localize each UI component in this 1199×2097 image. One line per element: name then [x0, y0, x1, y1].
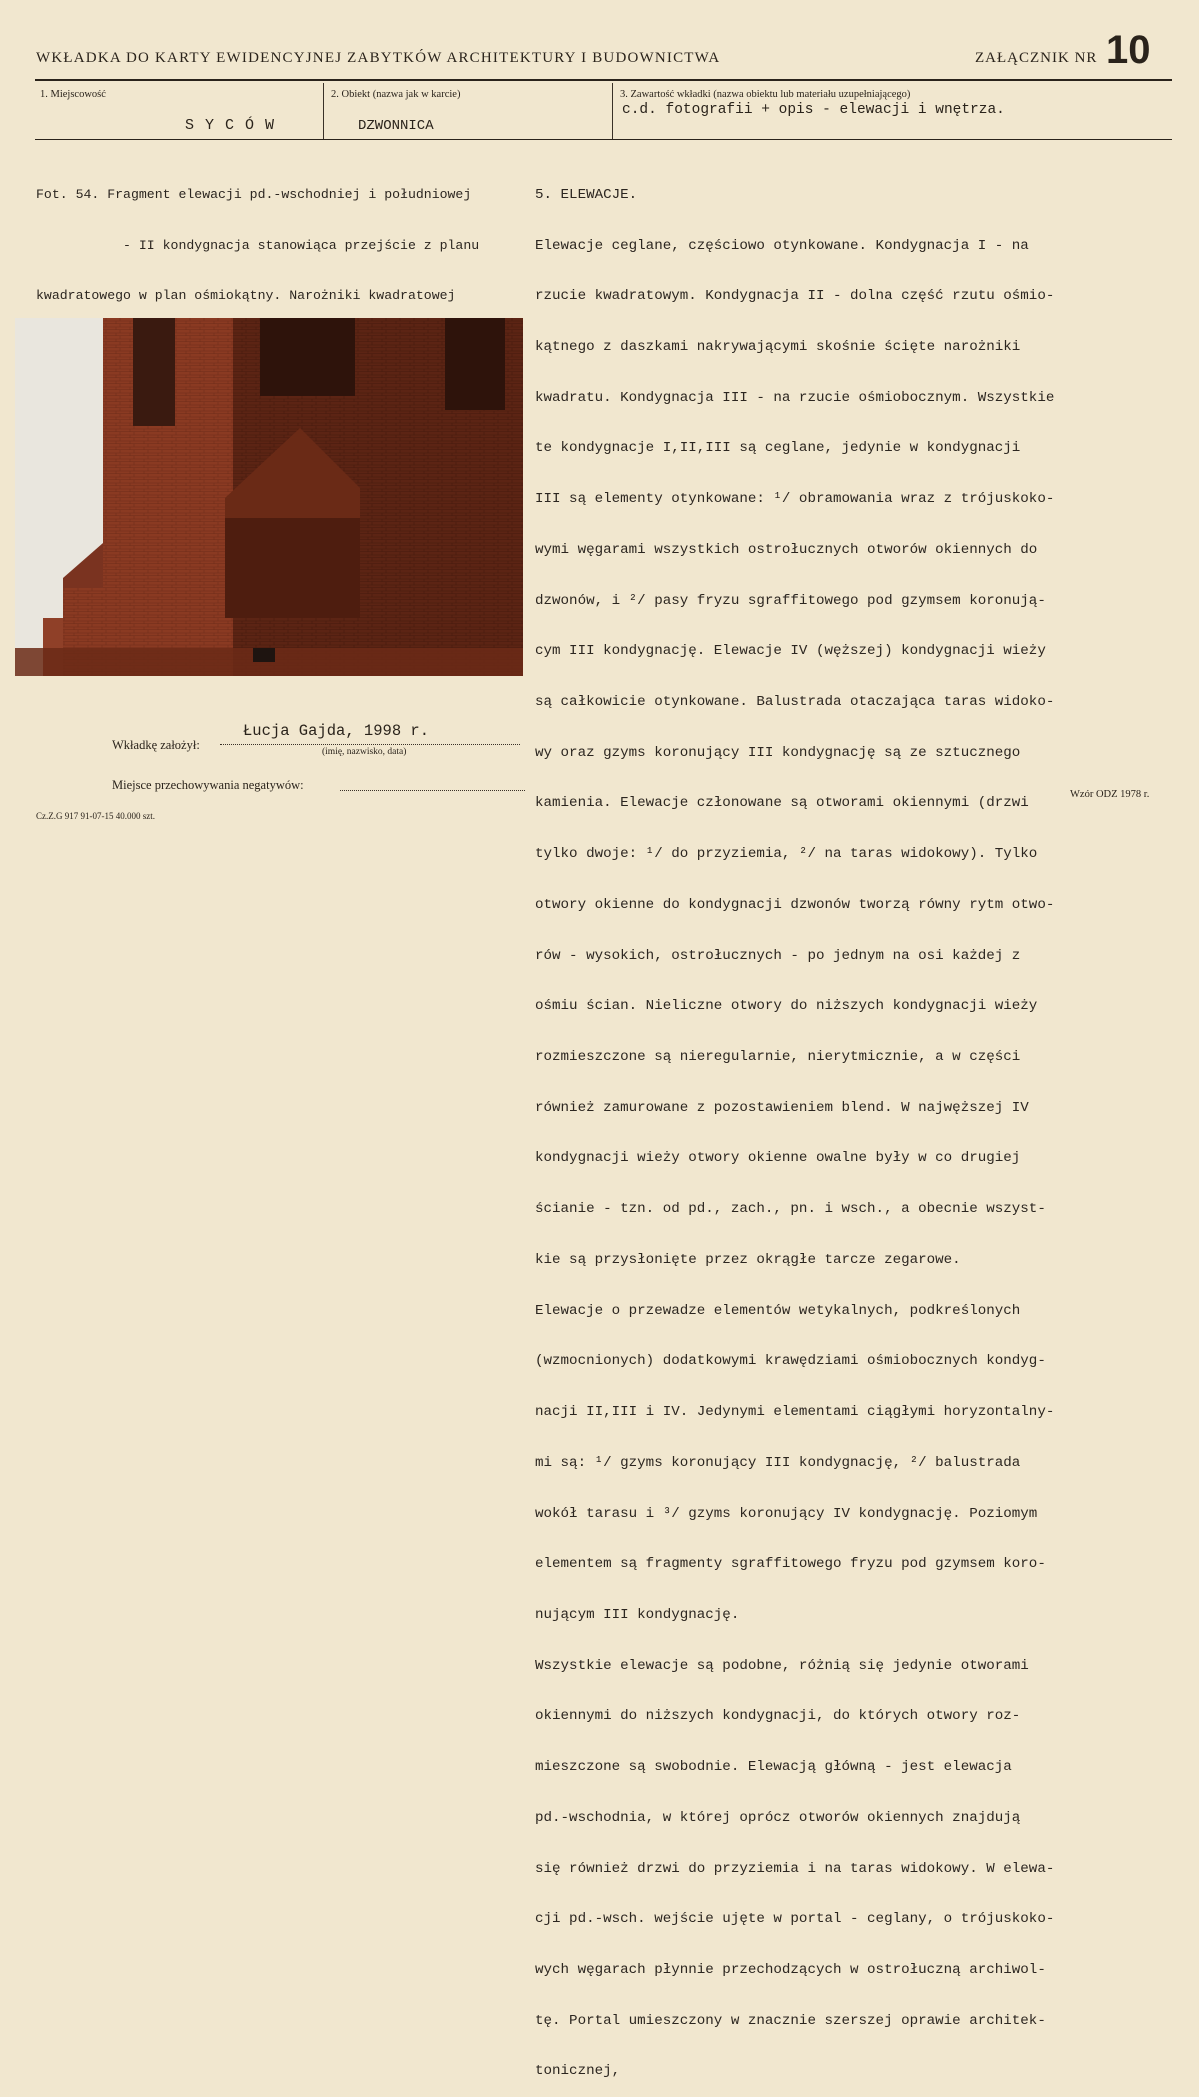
body-line: wy oraz gzyms koronujący III kondygnację są ze sztucznego [535, 744, 1021, 761]
body-line: tonicznej, [535, 2063, 621, 2080]
body-line: te kondygnacje I,II,III są ceglane, jedynie w kondygnacji [535, 440, 1021, 457]
author-dotted-line [220, 744, 520, 745]
body-line: nującym III kondygnację. [535, 1606, 740, 1623]
attachment-number: 10 [1106, 28, 1151, 72]
section-heading: 5. ELEWACJE. [535, 186, 638, 203]
field-1-value: S Y C Ó W [185, 117, 276, 134]
field-divider-2 [612, 83, 613, 139]
body-line: kondygnacji wieży otwory okienne owalne były w co drugiej [535, 1150, 1021, 1167]
print-code: Cz.Z.G 917 91-07-15 40.000 szt. [36, 811, 155, 821]
header-rule-bottom [35, 139, 1172, 140]
body-line: ścianie - tzn. od pd., zach., pn. i wsch., a obecnie wszyst- [535, 1201, 1046, 1218]
body-line: Elewacje o przewadze elementów wetykalnych, podkreślonych [535, 1302, 1021, 1319]
tower-photograph [15, 318, 523, 676]
body-line: wych węgarach płynnie przechodzących w ostrołuczną archiwol- [535, 1961, 1046, 1978]
body-line: mi są: ¹/ gzyms koronujący III kondygnację, ²/ balustrada [535, 1454, 1021, 1471]
body-line: cym III kondygnację. Elewacje IV (węższej) kondygnacji wieży [535, 643, 1046, 660]
body-line: kamienia. Elewacje członowane są otworami okiennymi (drzwi [535, 795, 1029, 812]
body-line: są całkowicie otynkowane. Balustrada otaczająca taras widoko- [535, 694, 1055, 710]
body-line: się również drzwi do przyziemia i na taras widokowy. W elewa- [535, 1860, 1055, 1877]
caption-line: - II kondygnacja stanowiąca przejście z planu [36, 237, 480, 253]
body-line: ośmiu ścian. Nieliczne otwory do niższych kondygnacji wieży [535, 998, 1038, 1015]
body-line: rów - wysokich, ostrołucznych - po jednym na osi każdej z [535, 947, 1021, 964]
brick-tower-image [15, 318, 523, 676]
body-line: pd.-wschodnia, w której oprócz otworów okiennych znajdują [535, 1809, 1021, 1826]
field-2-value: DZWONNICA [358, 118, 434, 134]
author-label: Wkładkę założył: [112, 738, 200, 752]
body-line: rzucie kwadratowym. Kondygnacja II - dolna część rzutu ośmio- [535, 288, 1055, 305]
body-line: III są elementy otynkowane: ¹/ obramowania wraz z trójuskoko- [535, 491, 1055, 508]
body-line: wymi węgarami wszystkich ostrołucznych otworów okiennych do [535, 541, 1038, 558]
author-value: Łucja Gajda, 1998 r. [243, 722, 430, 740]
negatives-label: Miejsce przechowywania negatywów: [112, 778, 304, 792]
attachment-label: ZAŁĄCZNIK NR [975, 50, 1098, 66]
body-line: kątnego z daszkami nakrywającymi skośnie ścięte narożniki [535, 338, 1021, 355]
field-divider-1 [323, 83, 324, 139]
body-line: tylko dwoje: ¹/ do przyziemia, ²/ na taras widokowy). Tylko [535, 846, 1038, 863]
body-line: (wzmocnionych) dodatkowymi krawędziami ośmiobocznych kondyg- [535, 1353, 1046, 1370]
body-line: Elewacje ceglane, częściowo otynkowane. Kondygnacja I - na [535, 237, 1029, 254]
body-line: mieszczone są swobodnie. Elewacją główną - jest elewacja [535, 1759, 1012, 1776]
body-line: cji pd.-wsch. wejście ujęte w portal - ceglany, o trójuskoko- [535, 1911, 1055, 1928]
body-line: wokół tarasu i ³/ gzyms koronujący IV kondygnację. Poziomym [535, 1505, 1038, 1522]
elevation-description [535, 153, 1054, 2097]
body-line: kwadratu. Kondygnacja III - na rzucie ośmiobocznym. Wszystkie [535, 389, 1055, 406]
field-3-label: 3. Zawartość wkładki (nazwa obiektu lub materiału uzupełniającego) [620, 89, 911, 100]
body-line: okiennymi do niższych kondygnacji, do których otwory roz- [535, 1708, 1021, 1725]
body-line: nacji II,III i IV. Jedynymi elementami ciągłymi horyzontalny- [535, 1404, 1055, 1421]
body-line: kie są przysłonięte przez okrągłe tarcze zegarowe. [535, 1251, 961, 1268]
caption-line: kwadratowego w plan ośmiokątny. Narożniki kwadratowej [36, 288, 456, 304]
header-rule-top [35, 79, 1172, 81]
author-hint: (imię, nazwisko, data) [322, 747, 407, 757]
body-line: elementem są fragmenty sgraffitowego fryzu pod gzymsem koro- [535, 1556, 1046, 1573]
form-title: WKŁADKA DO KARTY EWIDENCYJNEJ ZABYTKÓW ARCHITEKTURY I BUDOWNICTWA [36, 50, 721, 66]
body-line: dzwonów, i ²/ pasy fryzu sgraffitowego pod gzymsem koronują- [535, 592, 1046, 609]
field-2-label: 2. Obiekt (nazwa jak w karcie) [331, 89, 461, 100]
body-line: tę. Portal umieszczony w znacznie szerszej oprawie architek- [535, 2012, 1046, 2029]
field-3-value: c.d. fotografii + opis - elewacji i wnętrza. [622, 102, 1005, 118]
body-line: również zamurowane z pozostawieniem blend. W najwęższej IV [535, 1099, 1029, 1116]
caption-line: Fot. 54. Fragment elewacji pd.-wschodniej i południowej [36, 186, 472, 202]
negatives-dotted-line [340, 790, 525, 791]
body-line: rozmieszczone są nieregularnie, nierytmicznie, a w części [535, 1049, 1021, 1066]
form-mark: Wzór ODZ 1978 r. [1070, 789, 1150, 800]
body-line: otwory okienne do kondygnacji dzwonów tworzą równy rytm otwo- [535, 896, 1055, 913]
field-1-label: 1. Miejscowość [40, 89, 106, 100]
body-line: Wszystkie elewacje są podobne, różnią się jedynie otworami [535, 1657, 1029, 1674]
